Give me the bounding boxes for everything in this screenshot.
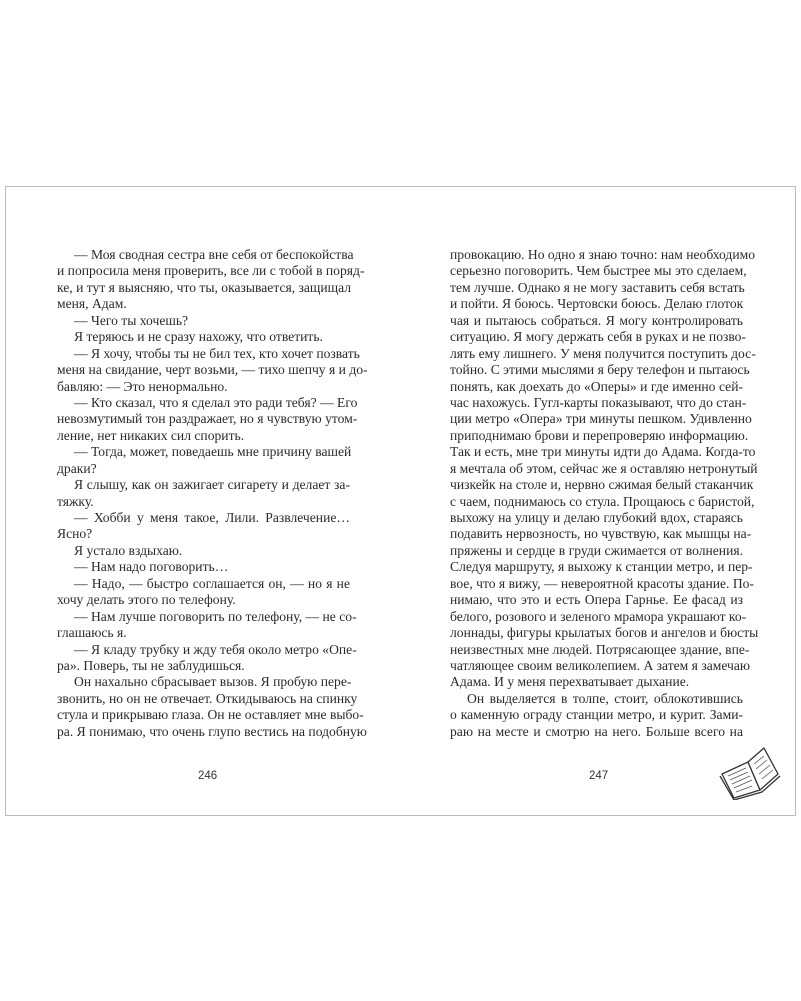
- text-line: тем лучше. Однако я не могу заставить себя встать: [450, 279, 745, 295]
- text-line: — Надо, — быстро соглашается он, — но я не: [74, 575, 350, 591]
- text-line: ра. Я понимаю, что очень глупо вестись на подобную: [57, 723, 367, 739]
- text-line: лять ему лишнего. У меня получится поступить дос-: [450, 345, 756, 361]
- text-line: чая и пытаюсь собраться. Я могу контролировать: [450, 312, 743, 328]
- text-line: — Моя сводная сестра вне себя от беспокойства: [74, 247, 354, 262]
- text-line: лоннады, фигуры крылатых богов и ангелов и бюсты: [450, 625, 759, 641]
- text-line: о каменную ограду станции метро, и курит. Зами-: [450, 707, 743, 723]
- text-line: чизкейк на столе и, нервно сжимая белый стаканчик: [450, 477, 754, 493]
- text-line: — Я хочу, чтобы ты не бил тех, кто хочет позвать: [74, 345, 360, 361]
- text-line: — Кто сказал, что я сделал это ради тебя? — Его: [74, 394, 358, 410]
- text-line: подавить нервозность, но чувствую, как мышцы на-: [450, 526, 752, 542]
- text-line: бавляю: — Это ненормально.: [57, 378, 228, 394]
- text-line: серьезно поговорить. Чем быстрее мы это сделаем,: [450, 263, 747, 279]
- text-line: с чаем, поднимаюсь со стула. Прощаюсь с баристой,: [450, 493, 755, 509]
- text-line: пряжены и сердце в груди сжимается от волнения.: [450, 542, 743, 558]
- page-number-right: 247: [589, 770, 609, 782]
- left-page-text: [57, 247, 368, 740]
- text-line: ра». Поверь, ты не заблудишься.: [57, 657, 245, 673]
- text-line: Следуя маршруту, я выхожу к станции метро, и пер-: [450, 559, 753, 575]
- text-line: и попросила меня проверить, все ли с тобой в поряд-: [57, 263, 365, 279]
- text-line: понять, как доехать до «Оперы» и где именно сей-: [450, 378, 743, 394]
- text-line: ситуацию. Я могу держать себя в руках и не позво-: [450, 329, 747, 345]
- text-line: вое, что я вижу, — невероятной красоты здание. По-: [450, 575, 754, 591]
- text-line: приподнимаю брови и перепроверяю информацию.: [450, 427, 749, 443]
- text-line: звонить, но он не отвечает. Откидываюсь на спинку: [57, 690, 358, 706]
- page-number-left: 246: [198, 770, 218, 782]
- text-line: час нахожусь. Гугл-карты показывают, что до стан-: [450, 394, 747, 410]
- open-book-icon: [718, 744, 782, 800]
- text-line: нимаю, что это и есть Опера Гарнье. Ее фасад из: [450, 592, 743, 608]
- text-line: я мечтала об этом, сейчас же я оставляю нетронутый: [450, 460, 758, 476]
- text-line: ке, и тут я выясняю, что ты, оказывается, защищал: [57, 279, 352, 295]
- text-line: и пойти. Я боюсь. Чертовски боюсь. Делаю глоток: [450, 296, 744, 312]
- text-line: выхожу на улицу и делаю глубокий вдох, стараясь: [450, 510, 743, 525]
- text-line: глашаюсь я.: [57, 625, 127, 641]
- text-line: невозмутимый тон раздражает, но я чувствую утом-: [57, 411, 358, 427]
- text-line: — Тогда, может, поведаешь мне причину вашей: [74, 444, 352, 460]
- text-line: меня, Адам.: [57, 296, 127, 312]
- text-line: Ясно?: [57, 526, 93, 542]
- text-line: чатляющее своим великолепием. А затем я замечаю: [450, 657, 751, 673]
- text-line: Я слышу, как он зажигает сигарету и делает за-: [74, 477, 350, 493]
- text-line: тойно. С этими мыслями я беру телефон и пытаюсь: [450, 362, 750, 378]
- text-line: меня на свидание, черт возьми, — тихо шепчу я и до-: [57, 362, 368, 378]
- text-line: стула и прикрываю глаза. Он не оставляет мне выбо-: [57, 707, 364, 723]
- text-line: Так и есть, мне три минуты идти до Адама. Когда-то: [450, 444, 756, 460]
- right-page-text: [450, 247, 759, 740]
- text-line: тяжку.: [57, 493, 94, 509]
- text-line: — Чего ты хочешь?: [74, 312, 189, 328]
- text-line: Я устало вздыхаю.: [74, 542, 183, 558]
- text-line: — Я кладу трубку и жду тебя около метро «Опе-: [74, 641, 357, 657]
- text-line: ции метро «Опера» три минуты пешком. Удивленно: [450, 411, 752, 427]
- text-line: — Нам лучше поговорить по телефону, — не со-: [74, 608, 357, 624]
- text-line: неизвестных мне людей. Потрясающее здание, впе-: [450, 641, 750, 657]
- text-line: белого, розового и зеленого мрамора украшают ко-: [450, 608, 747, 624]
- text-line: — Нам надо поговорить…: [74, 559, 229, 575]
- text-line: Он выделяется в толпе, стоит, облокотившись: [467, 690, 743, 706]
- text-line: провокацию. Но одно я знаю точно: нам необходимо: [450, 247, 755, 262]
- text-line: Адама. И у меня перехватывает дыхание.: [450, 674, 690, 690]
- text-line: ление, нет никаких сил спорить.: [57, 427, 245, 443]
- text-line: хочу делать этого по телефону.: [57, 592, 236, 608]
- text-line: — Хобби у меня такое, Лили. Развлечение…: [74, 510, 350, 525]
- text-line: Он нахально сбрасывает вызов. Я пробую пере-: [74, 674, 352, 690]
- text-line: Я теряюсь и не сразу нахожу, что ответить.: [74, 329, 323, 345]
- text-line: драки?: [57, 460, 97, 476]
- text-line: раю на месте и смотрю на него. Больше всего на: [450, 723, 743, 739]
